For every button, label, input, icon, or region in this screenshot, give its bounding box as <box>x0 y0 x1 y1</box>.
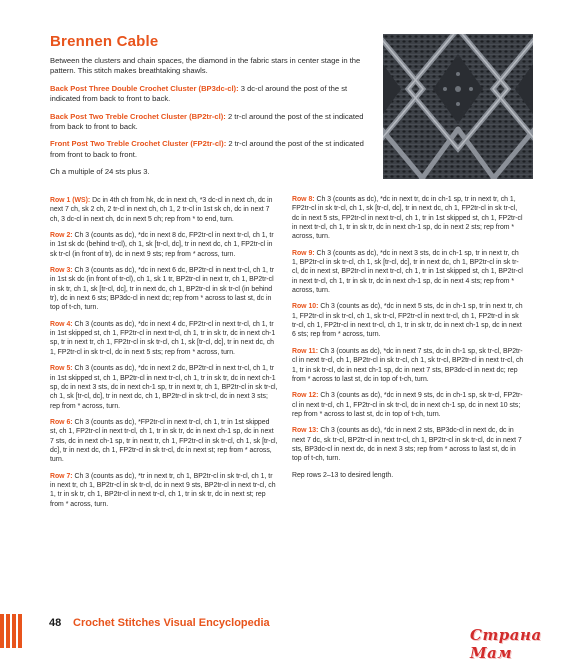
intro-section <box>50 56 370 185</box>
row-label: Row 1 (WS): <box>50 197 91 204</box>
row-text: Dc in 4th ch from hk, dc in next ch, *3 dc-cl in next ch, dc in next 7 ch, sk 2 ch, 2 tr-cl in next ch, ch 1, 2 tr-cl in 1st sk ch, dc in next 7 ch, 3 dc-cl in next ch, dc in next 5 ch; rep from * to end, turn. <box>50 197 273 223</box>
row-label: Row 13: <box>292 427 319 435</box>
row-label: Row 12: <box>292 392 319 400</box>
row-label: Row 3: <box>50 267 73 275</box>
row-label: Row 10: <box>292 303 319 311</box>
term-definition <box>50 139 370 160</box>
pattern-row <box>50 231 278 259</box>
term-definition <box>50 84 370 105</box>
row-label: Row 4: <box>50 320 73 328</box>
intro-paragraph: Between the clusters and chain spaces, the diamond in the fabric stars in center stage in the pattern. This stitch makes breathtaking shawls. <box>50 56 361 76</box>
chain-multiple: Ch a multiple of 24 sts plus 3. <box>50 167 150 177</box>
site-watermark: Страна Мам <box>470 626 542 662</box>
pattern-row <box>50 472 278 509</box>
term-name: Front Post Two Treble Crochet Cluster (FP2tr-cl): <box>50 139 227 149</box>
row-label: Row 5: <box>50 365 73 373</box>
instructions-right-column <box>292 195 524 487</box>
row-text: Ch 3 (counts as dc), *dc in next 3 sts, dc in ch-1 sp, tr in next tr, ch 1, BP2tr-cl in sk tr-cl, ch 1, sk [tr-cl, dc], tr in next dc, ch 1, BP2tr-cl in sk tr-cl, dc in next st, BP2tr-cl in next tr-cl, ch 1, tr in 1st skipped st, ch 1, BP2tr-cl in next tr-cl, ch 1, tr in sk tr, dc in next ch-1 sp, dc in next 4 sts; rep from * across, turn. <box>292 249 523 295</box>
row-text: Ch 3 (counts as dc), *dc in next 4 dc, FP2tr-cl in next tr-cl, ch 1, tr in 1st skipped st, ch 1, FP2tr-cl in next tr-cl, ch 1, tr in sk tr, dc in next ch-1 sp, tr in next tr, ch 1, FP2tr-cl in sk tr-cl, ch 1, sk [tr-cl, dc], tr in next dc, ch 1, FP2tr-cl in sk tr-cl, dc in next 5 sts; rep from * across, turn. <box>50 320 276 356</box>
row-label: Row 6: <box>50 418 73 426</box>
pattern-row <box>50 266 278 313</box>
row-text: Ch 3 (counts as dc), *dc in next tr, dc in ch-1 sp, tr in next tr, ch 1, FP2tr-cl in sk tr-cl, ch 1, sk [tr-cl, dc], tr in next dc, ch 1, FP2tr-cl in sk tr-cl, dc in next 5 sts, FP2tr-cl in next tr-cl, ch 1, tr in 1st skipped st, ch 1, FP2tr-cl in next tr-cl, ch 1, tr in sk tr, dc in next ch-1 sp, dc in next 2 sts; rep from * across, turn. <box>292 196 523 241</box>
row-text: Ch 3 (counts as dc), *tr in next tr, ch 1, BP2tr-cl in sk tr-cl, ch 1, tr in next tr, ch 1, BP2tr-cl in sk tr-cl, dc in next 9 sts, BP2tr-cl in next tr-cl, ch 1, tr in sk tr, ch 1, BP2tr-cl in next tr-cl, ch 1, tr in sk tr, dc in next st; rep from * across, turn. <box>50 472 276 508</box>
crochet-lace-pattern <box>383 34 533 179</box>
pattern-row <box>50 364 278 411</box>
stitch-swatch-photo <box>383 34 533 179</box>
pattern-row <box>292 249 524 296</box>
term-name: Back Post Three Double Crochet Cluster (BP3dc-cl): <box>50 83 239 93</box>
row-label: Row 9: <box>292 249 315 257</box>
row-text: Ch 3 (counts as dc), *dc in next 2 dc, BP2tr-cl in next tr-cl, ch 1, tr in 1st skipped st, ch 1, BP2tr-cl in next tr-cl, ch 1, tr in sk tr, dc in next ch-1 sp, dc in next 3 sts, dc in next ch-1 sp, tr in next tr, ch 1, BP2tr-cl in sk tr-cl, ch 1, sk [tr-cl, dc], tr in next dc, ch 1, BP2tr-cl in sk tr-cl, dc in next 3 sts; rep from * across, turn. <box>50 365 278 410</box>
row-text: Ch 3 (counts as dc), *FP2tr-cl in next tr-cl, ch 1, tr in 1st skipped st, ch 1, FP2tr-cl in next tr-cl, ch 1, tr in sk tr, dc in next ch-1 sp, dc in next 7 sts, dc in next ch-1 sp, tr in next tr, ch 1, FP2tr-cl in sk tr-cl, ch 1, sk [tr-cl, dc], tr in next dc, ch 1, FP2tr-cl in sk tr-cl, dc in next st; rep from * across, turn. <box>50 418 278 464</box>
row-text: Ch 3 (counts as dc), *dc in next 9 sts, dc in ch-1 sp, sk tr-cl, FP2tr-cl in next tr-cl, ch 1, FP2tr-cl in sk tr-cl, dc in next ch-1 sp, dc in next 10 sts; rep from * across to last st, dc in top of t-ch, turn. <box>292 392 523 418</box>
instructions-left-column <box>50 196 278 516</box>
pattern-row <box>292 302 524 339</box>
footer-accent-bar <box>0 614 22 648</box>
row-text: Ch 3 (counts as dc), *dc in next 6 dc, BP2tr-cl in next tr-cl, ch 1, tr in 1st sk dc (in front of tr-cl), ch 1, sk 1 tr, BP2tr-cl in next tr, ch 1, BP2tr-cl in sk tr, ch 1, sk [tr-cl, dc], tr in next dc, ch 1, BP2tr-cl in sk tr-cl (in behind tr), dc in next 6 sts; BP3dc-cl in next dc; rep from * across to last st, dc in top of t-ch, turn. <box>50 267 275 312</box>
row-text: Ch 3 (counts as dc), *dc in next 7 sts, dc in ch-1 sp, sk tr-cl, BP2tr-cl in next tr-cl, ch 1, BP2tr-cl in sk tr-cl, ch 1, sk tr-cl, BP2tr-cl in next tr-cl, ch 1, tr in sk tr-cl, dc in next ch-1 sp, dc in next 7 sts, BP3dc-cl in next dc; rep from * across to last st, dc in top of t-ch, turn. <box>292 347 524 383</box>
repeat-note: Rep rows 2–13 to desired length. <box>292 471 394 479</box>
row-label: Row 7: <box>50 472 73 480</box>
term-definition <box>50 112 370 133</box>
term-description: 3 dc-cl around the post of the st indicated from back to front to back. <box>50 83 348 104</box>
pattern-row <box>292 391 524 419</box>
row-label: Row 11: <box>292 347 319 355</box>
term-description: 2 tr-cl around the post of the st indicated from back to front to back. <box>50 111 364 132</box>
row-text: Ch 3 (counts as dc), *dc in next 8 dc, FP2tr-cl in next tr-cl, ch 1, tr in 1st sk dc (behind tr-cl), ch 1, sk [tr-cl, dc], tr in next dc, ch 1, FP2tr-cl in sk tr-cl (in front of tr), dc in next 9 sts; rep from * across, turn. <box>50 232 274 258</box>
term-description: 2 tr-cl around the post of the st indicated from front to back to front. <box>50 139 364 159</box>
pattern-row <box>292 426 524 463</box>
book-title: Crochet Stitches Visual Encyclopedia <box>73 617 270 629</box>
pattern-row <box>292 347 524 384</box>
row-label: Row 2: <box>50 232 73 240</box>
term-name: Back Post Two Treble Crochet Cluster (BP2tr-cl): <box>50 111 226 121</box>
pattern-title: Brennen Cable <box>50 33 159 50</box>
row-text: Ch 3 (counts as dc), *dc in next 2 sts, BP3dc-cl in next dc, dc in next 7 dc, sk tr-cl, BP2tr-cl in next tr-cl, ch 1, BP2tr-cl in sk tr-cl, dc in next 7 sts, BP3dc-cl in next dc, dc in next 3 sts; rep from * across to last st, dc in top of t-ch, turn. <box>292 427 522 463</box>
page-number: 48 <box>49 617 62 629</box>
pattern-row <box>292 195 524 242</box>
row-label: Row 8: <box>292 196 315 203</box>
pattern-row <box>50 196 278 224</box>
pattern-row <box>50 418 278 465</box>
row-text: Ch 3 (counts as dc), *dc in next 5 sts, dc in ch-1 sp, tr in next tr, ch 1, FP2tr-cl in sk tr-cl, ch 1, sk tr-cl, FP2tr-cl in next tr-cl, ch 1, FP2tr-cl in sk tr-cl, ch 1, FP2tr-cl in next tr-cl, ch 1, tr in sk tr, dc in next ch-1 sp, dc in next 6 sts; rep from * across, turn. <box>292 303 523 339</box>
pattern-row <box>50 320 278 357</box>
